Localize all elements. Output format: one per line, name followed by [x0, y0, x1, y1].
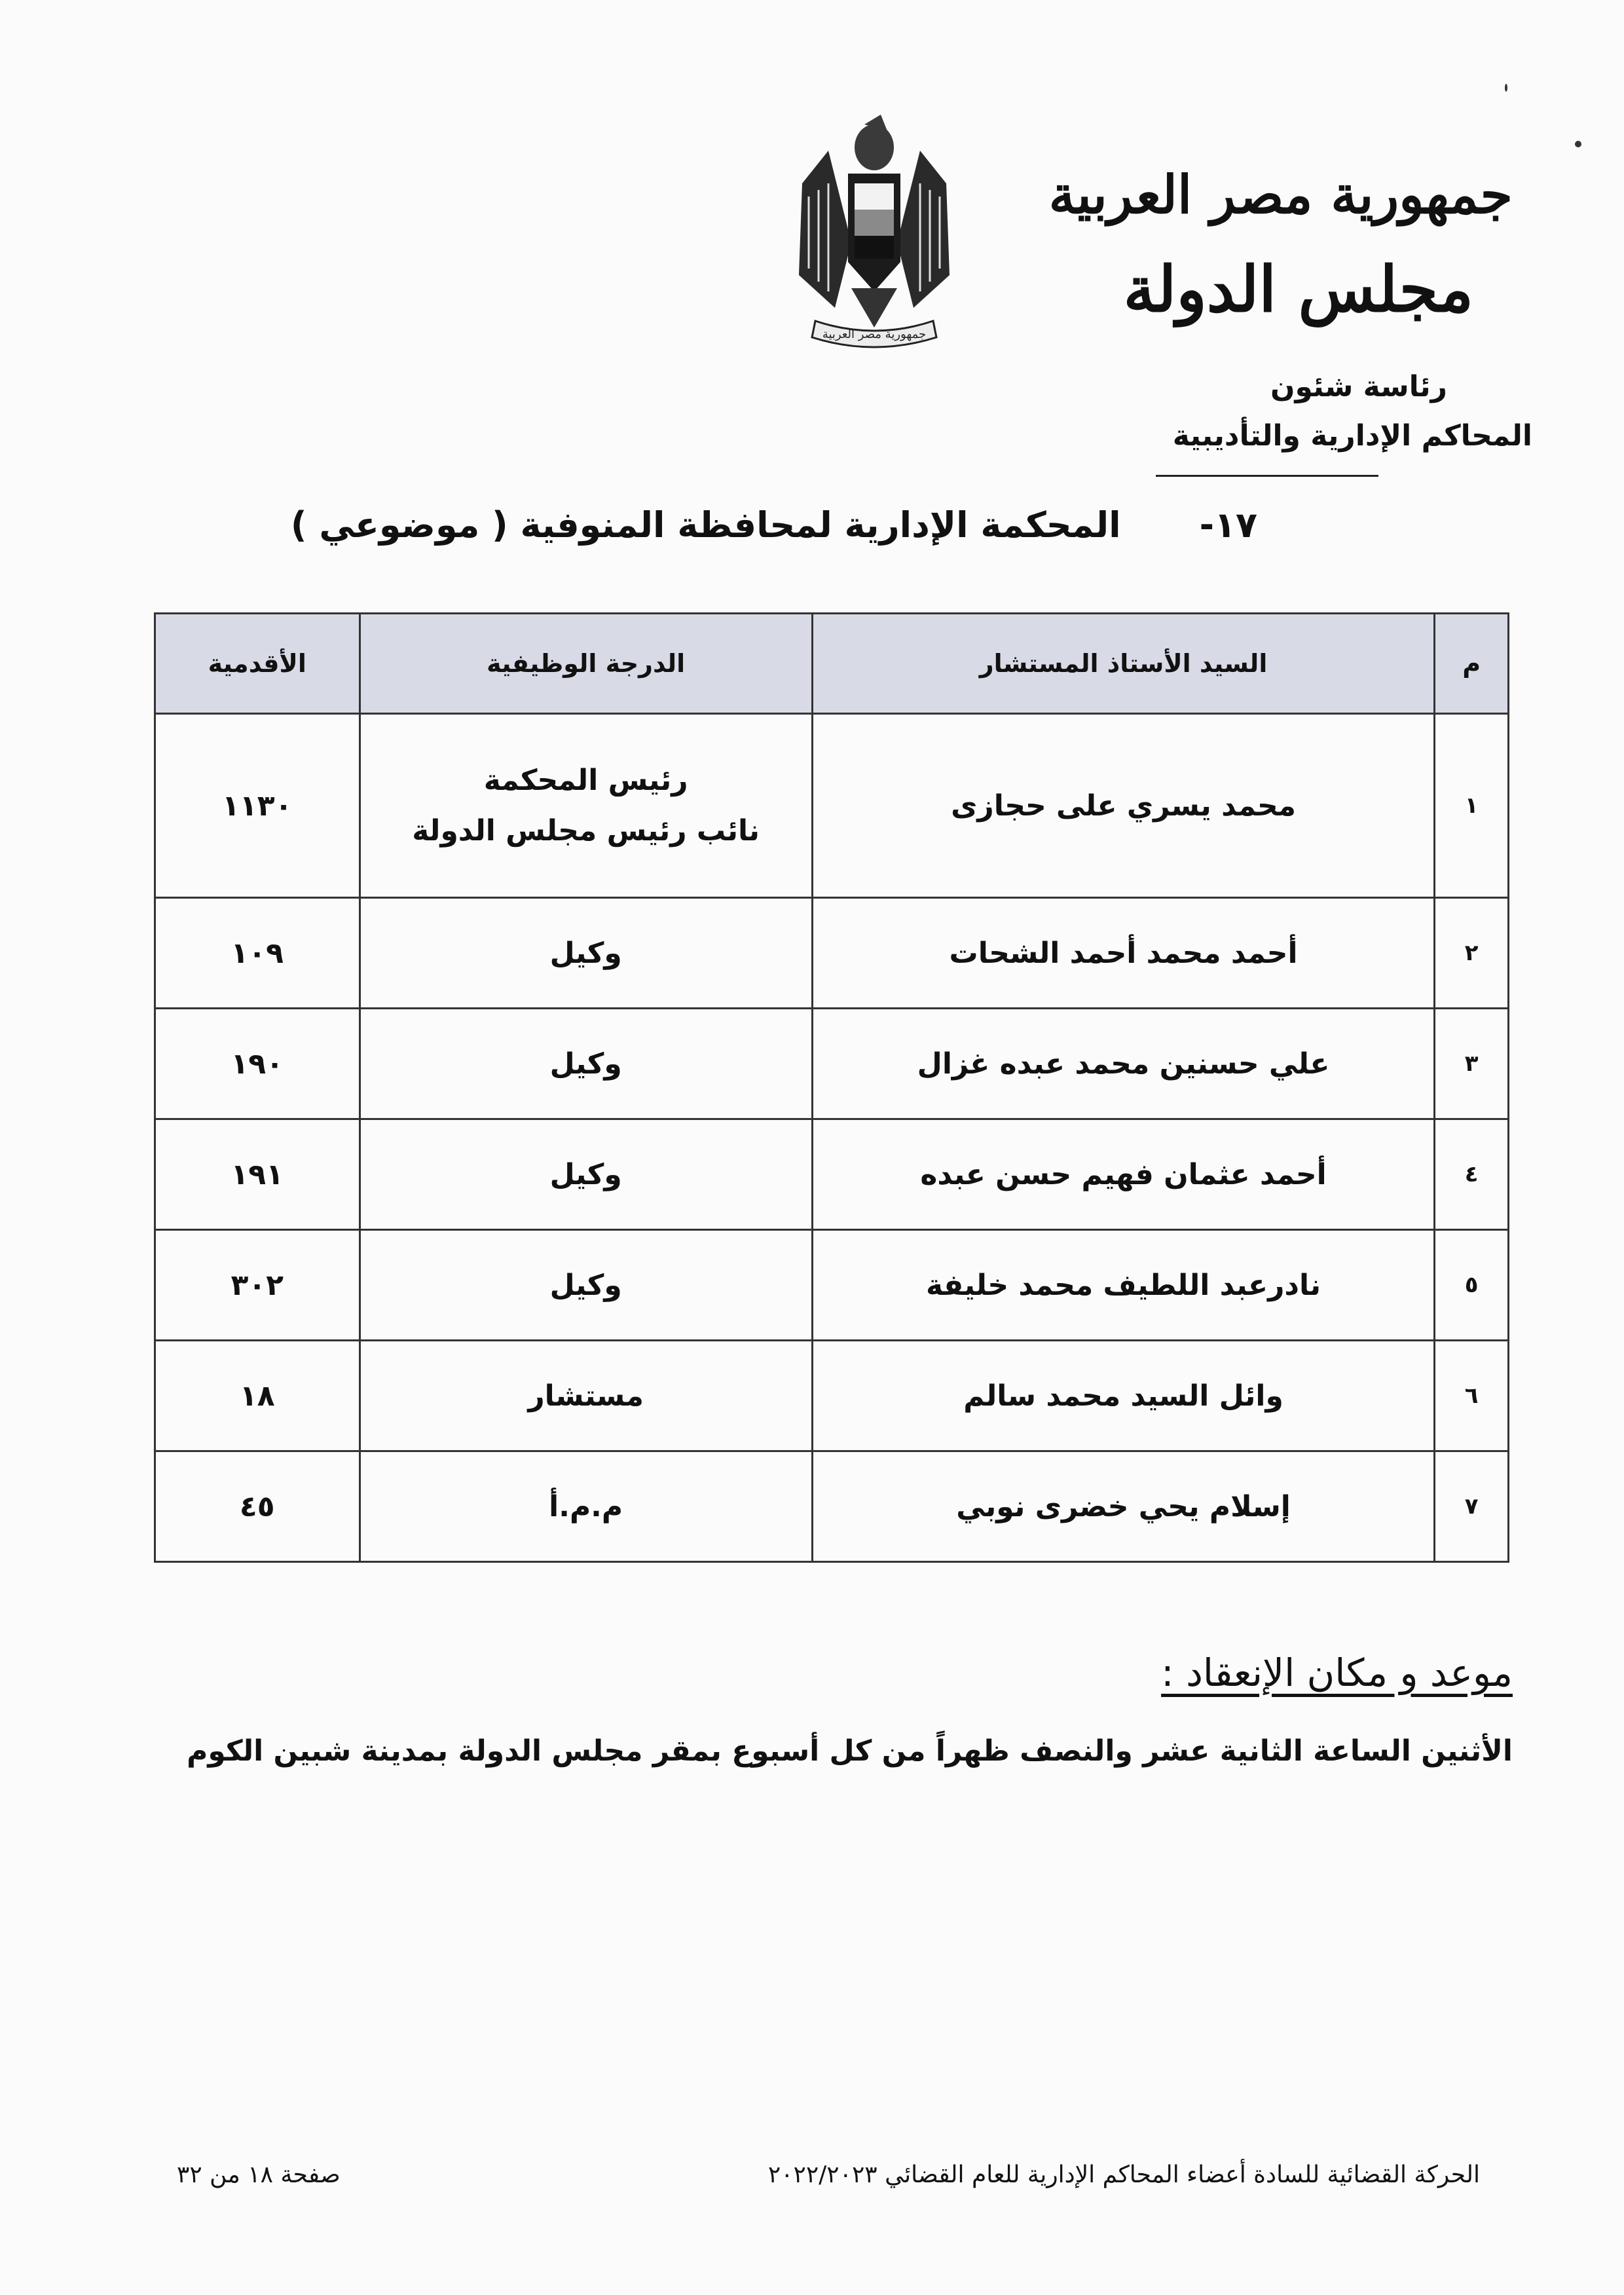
row-index: ٣ — [1435, 1009, 1509, 1119]
row-index: ٥ — [1435, 1230, 1509, 1341]
header-name: السيد الأستاذ المستشار — [812, 614, 1434, 714]
row-seniority: ١٨ — [155, 1341, 360, 1451]
row-grade-line-1: رئيس المحكمة — [483, 764, 688, 797]
meeting-text: الأثنين الساعة الثانية عشر والنصف ظهراً من كل أسبوع بمقر مجلس الدولة بمدينة شبين الكوم — [187, 1734, 1513, 1768]
row-grade-line-2: نائب رئيس مجلس الدولة — [412, 814, 760, 848]
scan-speck — [1505, 84, 1507, 92]
row-index: ٢ — [1435, 898, 1509, 1009]
department-line-2: المحاكم الإدارية والتأديبية — [1172, 419, 1532, 453]
row-grade: م.م.أ — [360, 1451, 812, 1562]
table-row — [155, 1119, 1509, 1230]
emblem-scroll-text: جمهورية مصر العربية — [822, 327, 927, 341]
row-name: أحمد عثمان فهيم حسن عبده — [812, 1119, 1434, 1230]
court-number: ١٧- — [1199, 504, 1257, 546]
table-row — [155, 898, 1509, 1009]
row-index: ٦ — [1435, 1341, 1509, 1451]
row-grade: وكيل — [360, 1230, 812, 1341]
country-name: جمهورية مصر العربية — [1048, 164, 1513, 225]
header-grade: الدرجة الوظيفية — [360, 614, 812, 714]
row-name: علي حسنين محمد عبده غزال — [812, 1009, 1434, 1119]
table-row — [155, 1341, 1509, 1451]
council-name: مجلس الدولة — [1123, 252, 1473, 326]
row-grade — [360, 714, 812, 898]
table-row — [155, 714, 1509, 898]
row-name: أحمد محمد أحمد الشحات — [812, 898, 1434, 1009]
court-title: المحكمة الإدارية لمحافظة المنوفية ( موضوعي ) — [290, 504, 1121, 546]
page-number: صفحة ١٨ من ٣٢ — [177, 2161, 341, 2188]
header-seniority: الأقدمية — [155, 614, 360, 714]
row-name: وائل السيد محمد سالم — [812, 1341, 1434, 1451]
table-row — [155, 1230, 1509, 1341]
row-seniority: ٣٠٢ — [155, 1230, 360, 1341]
row-grade: وكيل — [360, 898, 812, 1009]
row-seniority: ١٩١ — [155, 1119, 360, 1230]
row-index: ٤ — [1435, 1119, 1509, 1230]
judges-table — [154, 612, 1509, 1563]
row-grade: مستشار — [360, 1341, 812, 1451]
row-name: نادرعبد اللطيف محمد خليفة — [812, 1230, 1434, 1341]
row-seniority: ٤٥ — [155, 1451, 360, 1562]
header-divider — [1156, 475, 1378, 477]
header-index: م — [1435, 614, 1509, 714]
row-index: ٧ — [1435, 1451, 1509, 1562]
row-name: محمد يسري على حجازى — [812, 714, 1434, 898]
row-seniority: ١٠٩ — [155, 898, 360, 1009]
scan-speck — [1575, 141, 1581, 147]
eagle-emblem-icon — [789, 111, 959, 360]
row-name: إسلام يحي خضرى نوبي — [812, 1451, 1434, 1562]
row-grade: وكيل — [360, 1009, 812, 1119]
meeting-heading: موعد و مكان الإنعقاد : — [1161, 1651, 1513, 1695]
table-row — [155, 1009, 1509, 1119]
table-row — [155, 1451, 1509, 1562]
row-grade: وكيل — [360, 1119, 812, 1230]
row-seniority: ١٩٠ — [155, 1009, 360, 1119]
table-header-row — [155, 614, 1509, 714]
department-line-1: رئاسة شئون — [1270, 370, 1447, 403]
row-seniority: ١١٣٠ — [155, 714, 360, 898]
court-title-line — [290, 504, 1257, 546]
footer-title: الحركة القضائية للسادة أعضاء المحاكم الإدارية للعام القضائي ٢٠٢٢/٢٠٢٣ — [767, 2161, 1480, 2188]
row-index: ١ — [1435, 714, 1509, 898]
